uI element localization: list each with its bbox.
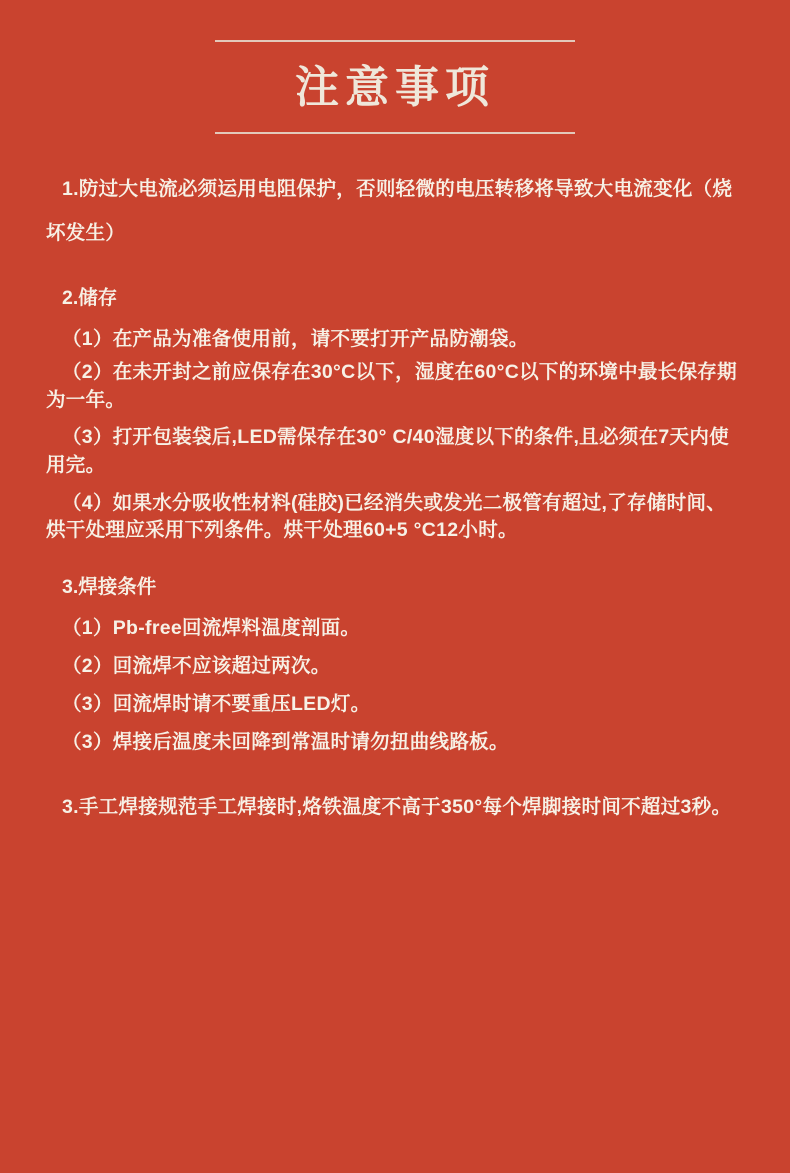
soldering-item-4: （3）焊接后温度未回降到常温时请勿扭曲线路板。	[62, 731, 509, 754]
soldering-item-1: （1）Pb-free回流焊料温度剖面。	[62, 617, 361, 640]
section-storage-heading: 2.储存	[62, 287, 118, 310]
page-title: 注意事项	[295, 63, 495, 112]
storage-item-1: （1）在产品为准备使用前，请不要打开产品防潮袋。	[62, 327, 529, 350]
notice-content	[0, 134, 790, 830]
storage-item-4: （4）如果水分吸收性材料(硅胶)已经消失或发光二极管有超过,了存储时间、烘干处理应采用下列条件。烘干处理60+5 °C12小时。	[46, 491, 727, 542]
title-rule-top	[215, 40, 575, 42]
soldering-item-2: （2）回流焊不应该超过两次。	[62, 655, 331, 678]
spacer	[46, 555, 744, 565]
title-rule-bottom	[215, 132, 575, 134]
storage-item-3: （3）打开包装袋后,LED需保存在30° C/40湿度以下的条件,且必须在7天内使用完。	[46, 426, 729, 477]
spacer	[46, 258, 744, 276]
section-soldering-heading: 3.焊接条件	[62, 576, 157, 599]
soldering-item-3: （3）回流焊时请不要重压LED灯。	[62, 693, 371, 716]
section-overcurrent-text: 1.防过大电流必须运用电阻保护，否则轻微的电压转移将导致大电流变化（烧坏发生）	[46, 178, 733, 245]
storage-item-2: （2）在未开封之前应保存在30°C以下，湿度在60°C以下的环境中最长保存期为一年。	[46, 361, 737, 411]
title-block	[0, 0, 790, 134]
section-hand-soldering-text: 3.手工焊接规范手工焊接时,烙铁温度不高于350°每个焊脚接时间不超过3秒。	[62, 796, 732, 819]
spacer	[46, 762, 744, 786]
